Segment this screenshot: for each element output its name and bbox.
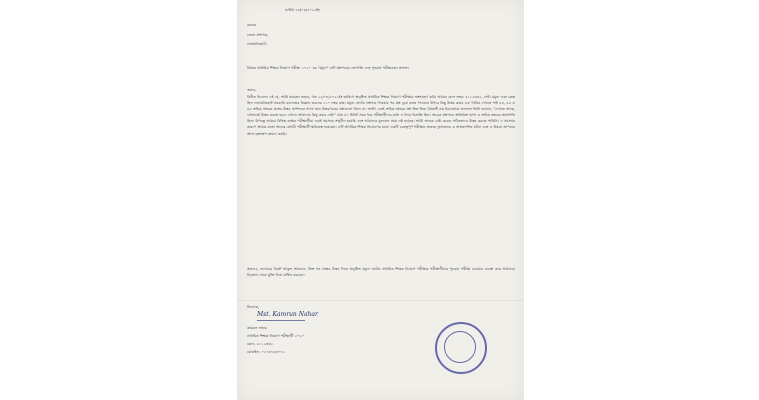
signer-description: প্রাথমিক শিক্ষক নিয়োগ পরীক্ষার্থী ২০২০ xyxy=(247,334,304,338)
signer-phone: মোবাইল- ০১৭৩৭৫৩০৭২ xyxy=(247,350,285,354)
letter-body-paragraph-2: অতএব, জনাবের নিকট আকুল আবেদন, উক্ত সব প্রশ্নের উত্তর দিতে অনুষ্ঠিত যমুনা সেটের প্রাথমিক শিক্ষক নিয়োগ পরীক্ষার পরীক্ষার্থীদের পুনরায় পরীক্ষা নেওয়ার ব্যবস্থা করে আমাদের বিড়ম্বনা থেকে মুক্তি দিয়ে বাধিত করবেন। xyxy=(247,267,515,278)
letter-salutation: জনাব, xyxy=(247,88,257,92)
ink-stamp-seal xyxy=(435,322,487,374)
recipient-line-1: বরাবর xyxy=(247,23,256,27)
letter-date: তারিখ ২৪/০৪/২০২২ইং xyxy=(285,8,320,12)
letter-closing: নিবেদক, xyxy=(247,305,260,309)
signature-underline xyxy=(257,320,305,321)
signer-roll: রোল- ৫১১২৩৩২ xyxy=(247,342,273,346)
handwritten-signature: Mst. Kamrun Nahar xyxy=(257,311,318,318)
paper-fold xyxy=(237,300,524,301)
recipient-line-3: লালমনিরহাট। xyxy=(247,42,267,46)
signer-name: কামরুন নাহার xyxy=(247,326,267,330)
letter-subject: বিষয়ঃ প্রাথমিক শিক্ষক নিয়োগ পরীক্ষা ২০২০ এর "যমুনা" সেট প্রশ্নপত্রের ভোগান্তি এবং পুনরায় পরীক্ষগ্রহন প্রসঙ্গে। xyxy=(247,66,409,70)
letter-paper xyxy=(237,0,524,400)
letter-body-paragraph-1: বিনীত নিবেদন এই যে, আমি কামরুন নাহার, গত ২২/০৪/২০২২ইং তারিখে অনুষ্ঠিত প্রাথমিক শিক্ষক নিয়োগ পরীক্ষায় অংশগ্রহণ করি। আমার রোল নম্বর: ৫১১২৩৩২, সেট: যমুনা এবং কেন্দ্র ছিল লালমনিরহাট সরকারি কলেজের বিজ্ঞান ভবনের ২১০ নম্বর কক্ষ। যমুনা সেটের প্রশ্নপত্র পাওয়ার পর প্রশ্ন বুঝে কলম পাওয়ার উপরে কিছু উত্তর করার এক পর্যায়ে দেখতে পাই ৪৪, ৪৫ ও ৪৬ ক্রমিক নম্বরের প্রশ্নের উত্তর অপশনের সাথে অন্য উত্তরপত্রের প্রশ্নগুলো মিলে না। অর্থাৎ একই ক্রমিক নম্বরের প্রশ্ন ভিন্ন ভিন্ন। বিষয়টি রুম ইনচার্জকে জানালে তিনি জানান, "দেখতে আছে, সেভাবেই উত্তর করতে হবে। এখানে আমাদের কিছু করার নেই।" প্রায় ৪০ মিনিট সময় ধরে পরীক্ষার্থীদের মধ্যে এ নিয়ে বিভ্রান্তি ছিল। অনেক প্রশ্নপত্রে অতিরিক্ত ছাপা ও ক্রমিক নম্বরের অসংগতি ছিল। উপরন্তু আমরা বিভিন্ন কক্ষের পরীক্ষার্থীরা একই সমস্যার সম্মুখীন হয়েছি এবং আমাদের মূল্যবান সময় নষ্ট হয়েছে। আমি অনেক চেষ্টা করেও সঠিকভাবে উত্তর করতে পারিনি। এ সমস্যার কারণে আমার মতো অনেক মেধাবী পরীক্ষার্থী ক্ষতিগ্রস্ত হয়েছেন। এটি প্রাথমিক শিক্ষক নিয়োগের মতো একটি গুরুত্বপূর্ণ পরীক্ষায় অত্যন্ত দুঃখজনক ও অপ্রত্যাশিত ঘটনা এবং এ বিষয়ে আপনার আশু হস্তক্ষেপ কামনা করছি। xyxy=(247,95,515,136)
recipient-line-2: জেলা প্রশাসক, xyxy=(247,33,269,37)
